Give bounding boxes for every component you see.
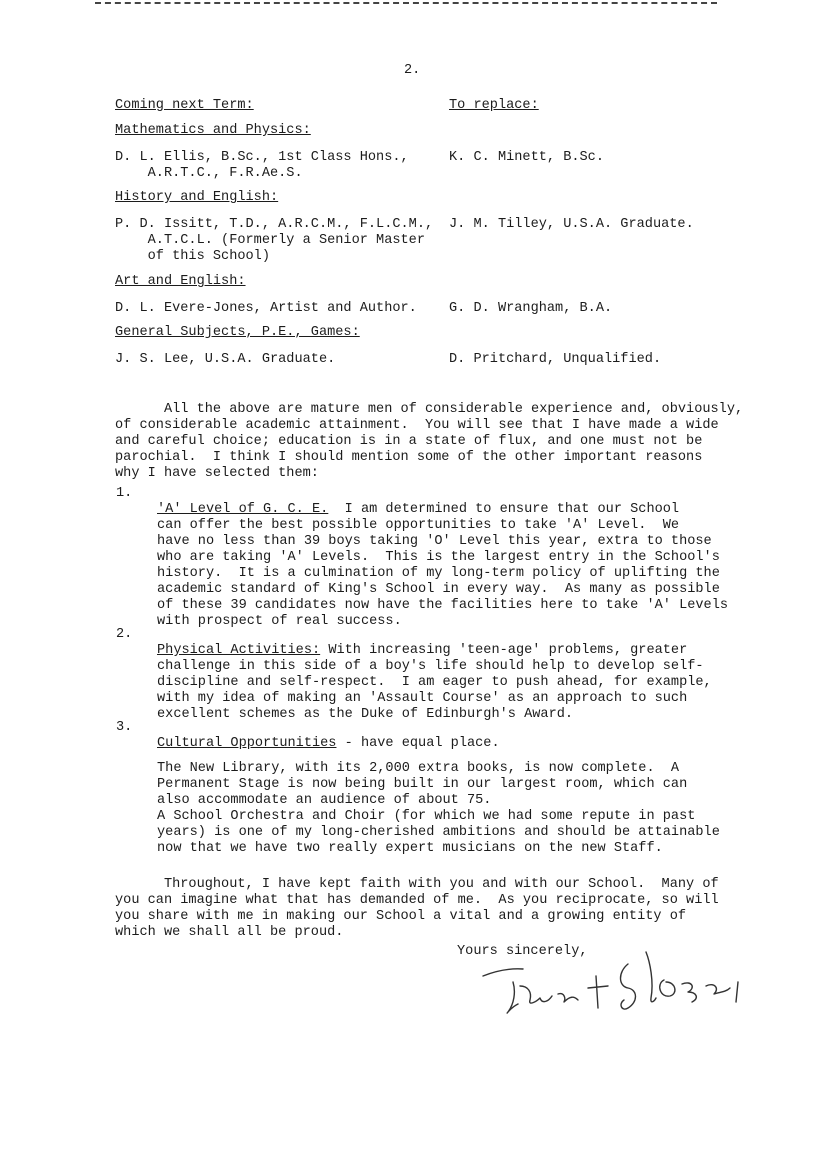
paragraph-line: you share with me in making our School a vital and a growing entity of bbox=[115, 909, 687, 924]
paragraph-line bbox=[157, 502, 728, 518]
paragraph-line: Permanent Stage is now being built in our largest room, which can bbox=[157, 777, 688, 792]
section-heading: History and English: bbox=[115, 190, 279, 205]
paragraph-line: with my idea of making an 'Assault Course' as an approach to such bbox=[157, 691, 688, 706]
top-dashed-rule bbox=[95, 2, 717, 4]
paragraph-line: now that we have two really expert musicians on the new Staff. bbox=[157, 841, 663, 856]
replaced-staff: D. Pritchard, Unqualified. bbox=[449, 352, 662, 367]
item-body bbox=[157, 486, 728, 646]
paragraph-line: can offer the best possible opportunities to take 'A' Level. We bbox=[157, 518, 680, 533]
heading-to-replace: To replace: bbox=[449, 98, 539, 113]
item-number: 2. bbox=[116, 627, 133, 642]
paragraph-line: Throughout, I have kept faith with you and with our School. Many of bbox=[115, 877, 719, 892]
paragraph-line: you can imagine what that has demanded of me. As you reciprocate, so will bbox=[115, 893, 719, 908]
replaced-staff: K. C. Minett, B.Sc. bbox=[449, 150, 604, 165]
paragraph-line: of these 39 candidates now have the facilities here to take 'A' Levels bbox=[157, 598, 729, 613]
paragraph-line: The New Library, with its 2,000 extra books, is now complete. A bbox=[157, 761, 680, 776]
handwritten-signature bbox=[468, 942, 758, 1022]
item-title: Physical Activities: bbox=[157, 643, 321, 658]
item3-body bbox=[157, 745, 720, 873]
paragraph-line: challenge in this side of a boy's life should help to develop self- bbox=[157, 659, 704, 674]
paragraph-line: which we shall all be proud. bbox=[115, 925, 344, 940]
paragraph-line: academic standard of King's School in every way. As many as possible bbox=[157, 582, 720, 597]
staff-name-line: P. D. Issitt, T.D., A.R.C.M., F.L.C.M., bbox=[115, 217, 434, 232]
item-title: Cultural Opportunities bbox=[157, 736, 337, 751]
paragraph-line: A School Orchestra and Choir (for which we had some repute in past bbox=[157, 809, 696, 824]
heading-coming-next-term: Coming next Term: bbox=[115, 98, 254, 113]
paragraph-line: excellent schemes as the Duke of Edinburgh's Award. bbox=[157, 707, 574, 722]
staff-name-line: D. L. Evere-Jones, Artist and Author. bbox=[115, 301, 417, 316]
staff-name-line: A.T.C.L. (Formerly a Senior Master bbox=[115, 233, 425, 248]
staff-name-line: J. S. Lee, U.S.A. Graduate. bbox=[115, 352, 336, 367]
closing-salutation: Yours sincerely, bbox=[457, 944, 588, 959]
item-number: 3. bbox=[116, 720, 133, 735]
paragraph-line: and careful choice; education is in a state of flux, and one must not be bbox=[115, 434, 703, 449]
paragraph-line: have no less than 39 boys taking 'O' Level this year, extra to those bbox=[157, 534, 712, 549]
replaced-staff: G. D. Wrangham, B.A. bbox=[449, 301, 613, 316]
paragraph-line: of considerable academic attainment. You will see that I have made a wide bbox=[115, 418, 719, 433]
paragraph-line: discipline and self-respect. I am eager to push ahead, for example, bbox=[157, 675, 712, 690]
section-heading: Mathematics and Physics: bbox=[115, 123, 311, 138]
paragraph-line: All the above are mature men of considerable experience and, obviously, bbox=[115, 402, 744, 417]
item-title: 'A' Level of G. C. E. bbox=[157, 502, 329, 517]
paragraph-line: with prospect of real success. bbox=[157, 614, 402, 629]
item-number: 1. bbox=[116, 486, 133, 501]
section-heading: Art and English: bbox=[115, 274, 246, 289]
item-title-rest: With increasing 'teen-age' problems, greater bbox=[320, 643, 688, 658]
item-title-rest: I am determined to ensure that our School bbox=[328, 502, 680, 517]
page-number: 2. bbox=[404, 63, 421, 78]
section-heading: General Subjects, P.E., Games: bbox=[115, 325, 360, 340]
paragraph-line: history. It is a culmination of my long-term policy of uplifting the bbox=[157, 566, 720, 581]
paragraph-line bbox=[157, 643, 712, 659]
paragraph-line: parochial. I think I should mention some of the other important reasons bbox=[115, 450, 703, 465]
intro-paragraph bbox=[115, 386, 743, 498]
staff-name-line: D. L. Ellis, B.Sc., 1st Class Hons., bbox=[115, 150, 409, 165]
replaced-staff: J. M. Tilley, U.S.A. Graduate. bbox=[449, 217, 694, 232]
staff-name-line: A.R.T.C., F.R.Ae.S. bbox=[115, 166, 303, 181]
item-title-rest: - have equal place. bbox=[336, 736, 500, 751]
staff-name-line: of this School) bbox=[115, 249, 270, 264]
paragraph-line: also accommodate an audience of about 75. bbox=[157, 793, 492, 808]
paragraph-line: years) is one of my long-cherished ambitions and should be attainable bbox=[157, 825, 720, 840]
paragraph-line: who are taking 'A' Levels. This is the largest entry in the School's bbox=[157, 550, 720, 565]
paragraph-line: why I have selected them: bbox=[115, 466, 319, 481]
